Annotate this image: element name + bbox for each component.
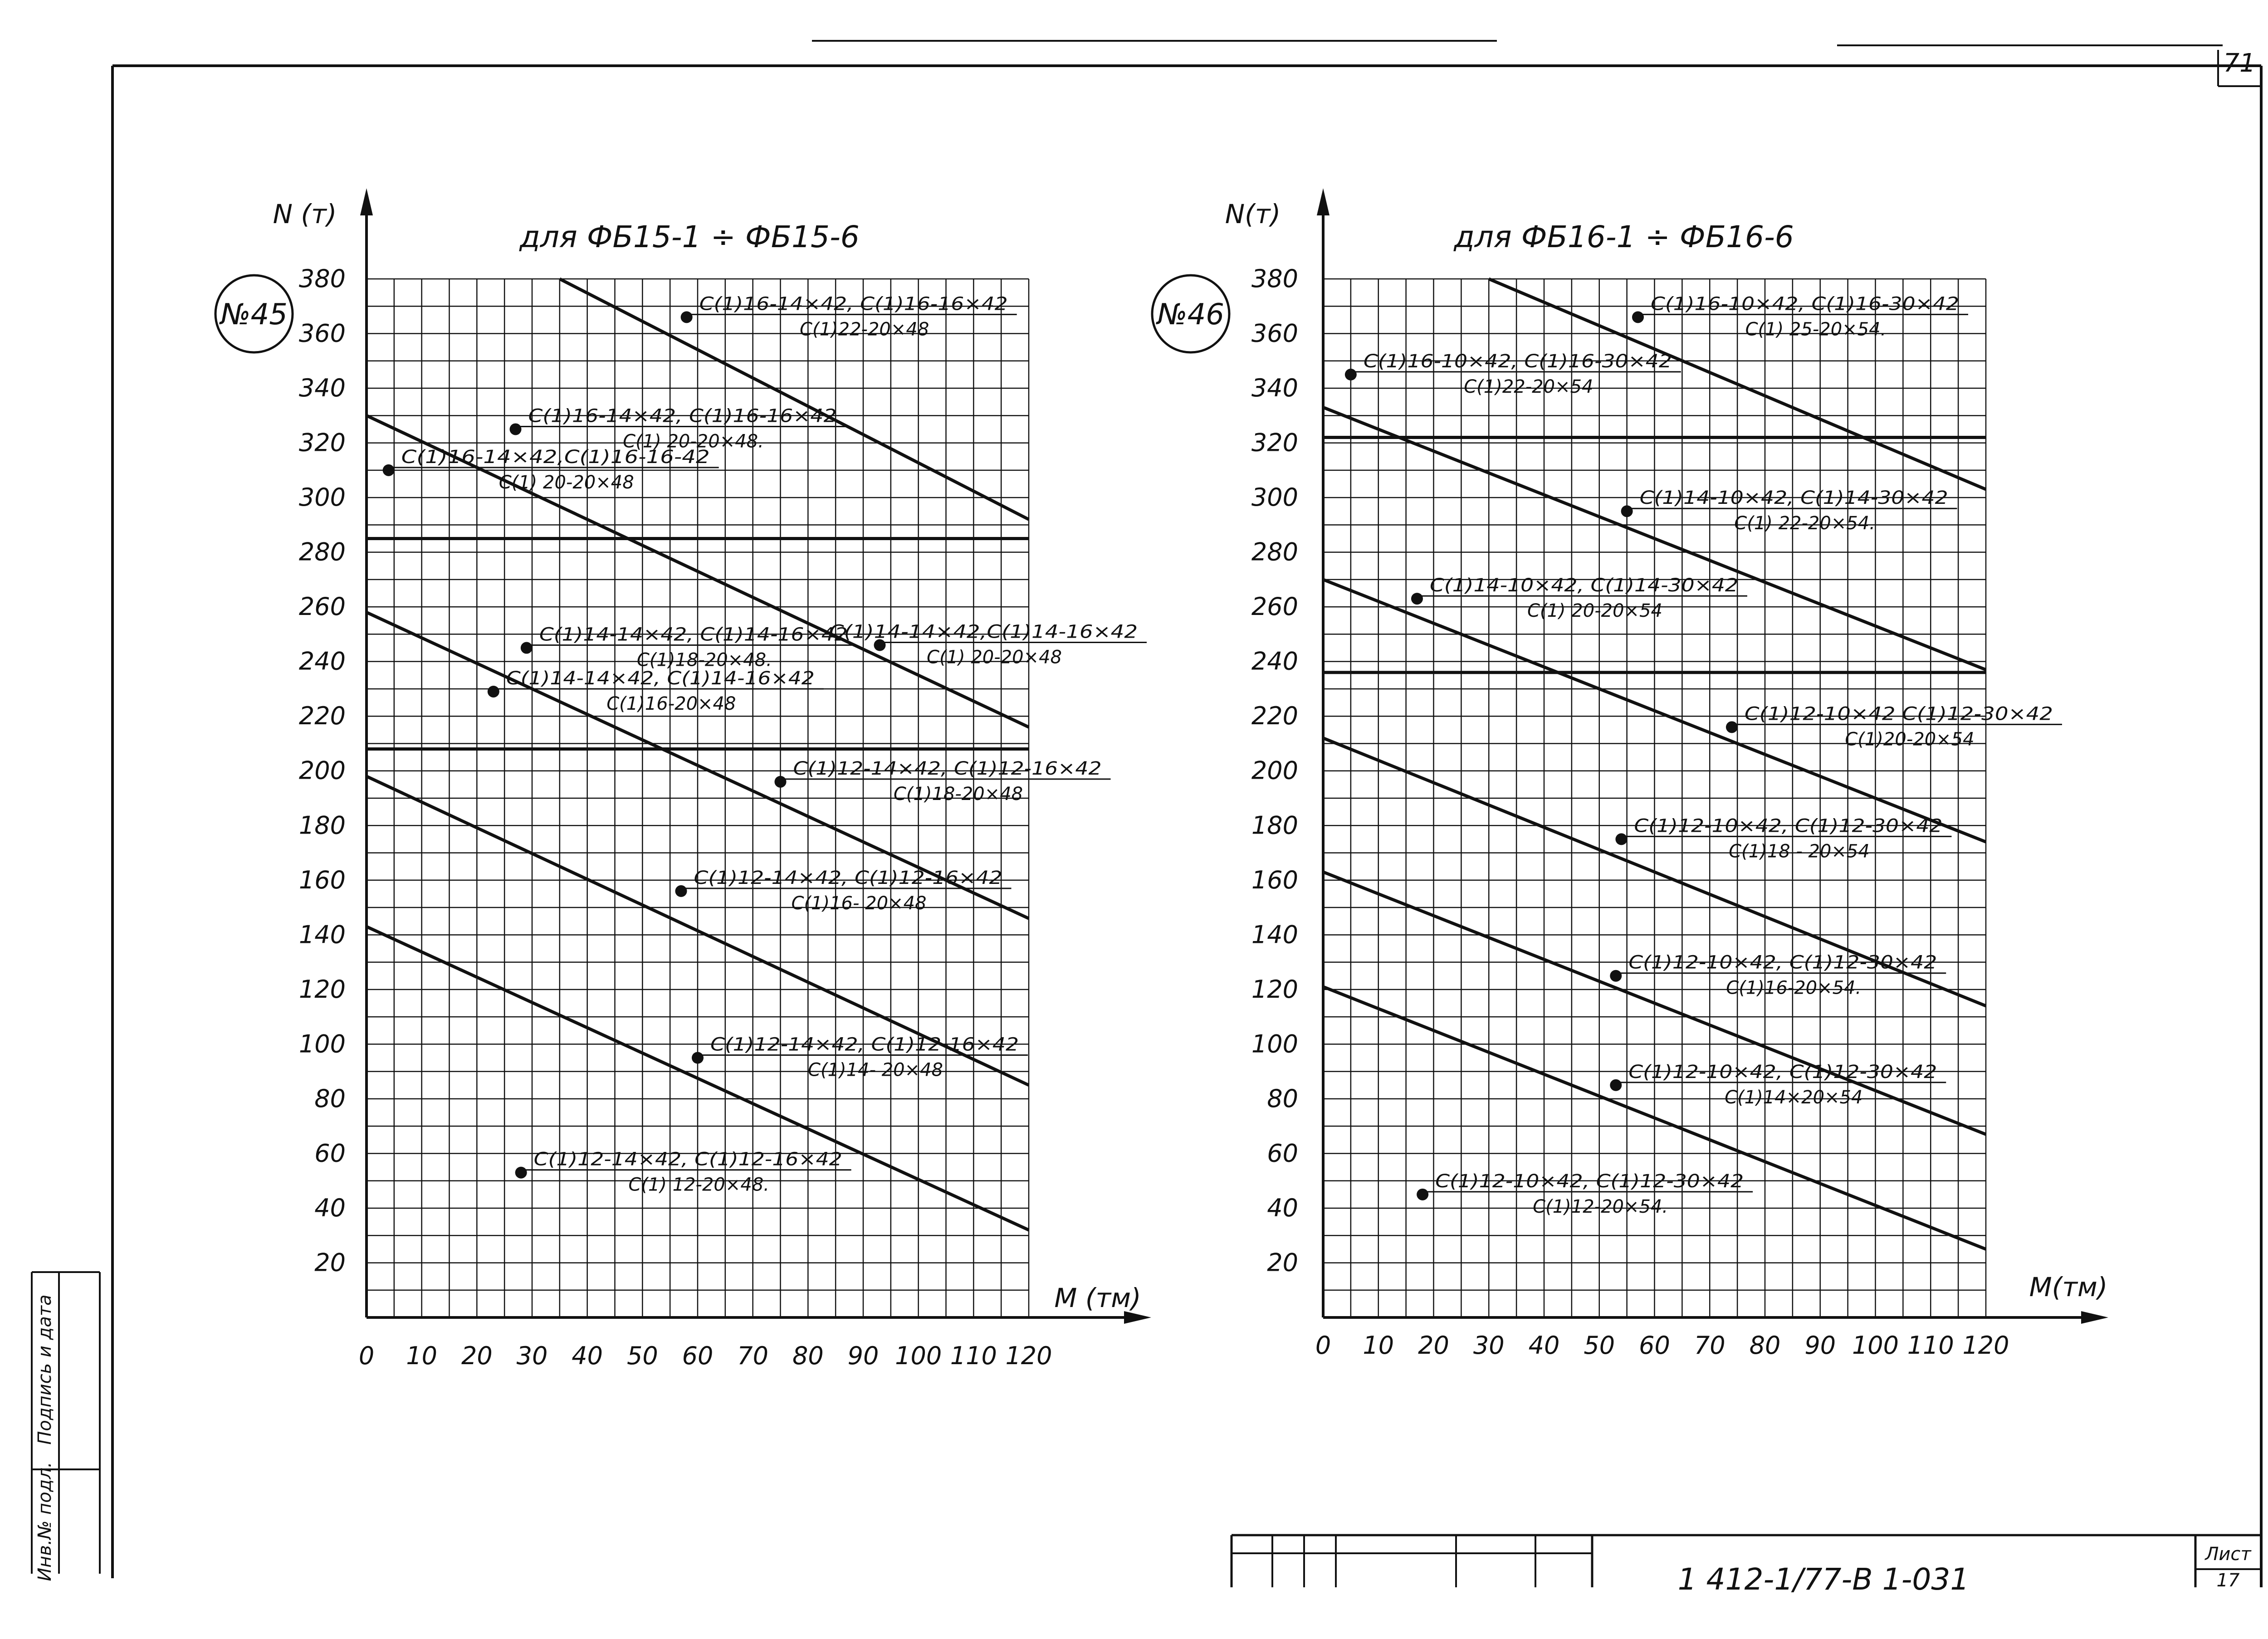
annotation-top: C(1)12-10×42, C(1)12-30×42 xyxy=(1435,1171,1744,1192)
y-tick-label: 60 xyxy=(314,1139,346,1168)
annotation-bottom: C(1) 20-20×48. xyxy=(623,431,764,452)
chart-46-ticks xyxy=(1251,264,2009,1360)
x-tick-label: 10 xyxy=(406,1341,438,1370)
annotation-top: C(1)16-14×42, C(1)16-16×42 xyxy=(699,293,1008,315)
y-tick-label: 260 xyxy=(1251,592,1298,621)
y-tick-label: 100 xyxy=(298,1029,346,1059)
y-tick-label: 260 xyxy=(298,592,346,621)
y-tick-label: 380 xyxy=(298,264,346,293)
y-axis-arrow xyxy=(1317,188,1330,215)
x-tick-label: 50 xyxy=(626,1341,658,1370)
y-tick-label: 320 xyxy=(298,428,346,457)
annotation-top: C(1)14-14×42, C(1)14-16×42 xyxy=(539,624,848,645)
x-tick-label: 90 xyxy=(1804,1331,1836,1360)
chart-46-badge: №46 xyxy=(1157,298,1224,332)
x-tick-label: 80 xyxy=(792,1341,824,1370)
x-tick-label: 110 xyxy=(950,1341,997,1370)
x-tick-label: 40 xyxy=(572,1341,603,1370)
x-tick-label: 100 xyxy=(895,1341,942,1370)
x-tick-label: 20 xyxy=(461,1341,493,1370)
annotation-top: C(1)12-10×42 C(1)12-30×42 xyxy=(1744,703,2053,725)
chart-45-x-label: M (тм) xyxy=(1054,1283,1141,1313)
y-tick-label: 40 xyxy=(314,1193,346,1222)
x-tick-label: 50 xyxy=(1584,1331,1615,1360)
y-tick-label: 140 xyxy=(1251,920,1298,949)
x-tick-label: 60 xyxy=(1639,1331,1670,1360)
annotation-bottom: C(1)18-20×48 xyxy=(893,783,1023,805)
y-tick-label: 240 xyxy=(298,647,346,676)
annotation-top: C(1)16-10×42, C(1)16-30×42 xyxy=(1363,351,1672,372)
chart-45-y-label: N (т) xyxy=(273,199,337,229)
x-tick-label: 0 xyxy=(358,1341,375,1370)
annotation-bottom: C(1) 22-20×54. xyxy=(1734,513,1875,534)
y-tick-label: 60 xyxy=(1267,1139,1298,1168)
y-tick-label: 220 xyxy=(1251,702,1298,731)
y-tick-label: 300 xyxy=(1251,483,1298,512)
annotation-top: C(1)12-14×42, C(1)12-16×42 xyxy=(793,758,1102,779)
chart-45-badge: №45 xyxy=(220,298,288,332)
annotation-top: C(1)12-10×42, C(1)12-30×42 xyxy=(1628,952,1937,973)
y-tick-label: 320 xyxy=(1251,428,1298,457)
x-tick-label: 120 xyxy=(1005,1341,1052,1370)
annotation-bottom: C(1)14- 20×48 xyxy=(808,1059,943,1081)
y-tick-label: 200 xyxy=(1251,756,1298,785)
chart-46-title: для ФБ16-1 ÷ ФБ16-6 xyxy=(1454,220,1794,254)
x-tick-label: 70 xyxy=(737,1341,769,1370)
annotation-top: C(1)14-10×42, C(1)14-30×42 xyxy=(1639,488,1948,509)
data-point xyxy=(488,686,499,698)
y-tick-label: 180 xyxy=(1251,811,1298,840)
data-point xyxy=(1411,593,1423,605)
y-tick-label: 20 xyxy=(1267,1248,1298,1277)
data-point xyxy=(681,311,693,323)
annotation-top: C(1)12-14×42, C(1)12-16×42 xyxy=(694,867,1002,888)
annotation-top: C(1)12-14×42, C(1)12-16×42 xyxy=(533,1149,842,1170)
data-point xyxy=(1610,970,1622,982)
annotation-bottom: C(1) 12-20×48. xyxy=(628,1174,770,1195)
annotation-top: C(1)12-10×42, C(1)12-30×42 xyxy=(1628,1061,1937,1083)
list-number: 17 xyxy=(2216,1570,2240,1591)
y-tick-label: 120 xyxy=(1251,975,1298,1004)
annotation-bottom: C(1)16- 20×48 xyxy=(791,893,927,914)
chart-46-y-label: N(т) xyxy=(1225,199,1281,229)
x-tick-label: 90 xyxy=(847,1341,879,1370)
annotation-bottom: C(1) 20-20×48 xyxy=(927,647,1062,668)
annotation-bottom: C(1)18-20×48. xyxy=(636,649,772,671)
annotation-top: C(1)12-10×42, C(1)12-30×42 xyxy=(1634,815,1943,837)
x-tick-label: 110 xyxy=(1907,1331,1954,1360)
x-tick-label: 100 xyxy=(1852,1331,1899,1360)
annotation-top: C(1)16-10×42, C(1)16-30×42 xyxy=(1650,293,1959,315)
annotation-top: C(1)14-14×42,C(1)14-16×42 xyxy=(829,621,1138,643)
annotation-top: C(1)16-14×42, C(1)16-16×42 xyxy=(528,405,837,427)
data-point xyxy=(1632,311,1644,323)
x-tick-label: 60 xyxy=(682,1341,714,1370)
data-point xyxy=(1417,1189,1428,1200)
chart-46 xyxy=(1152,188,2108,1360)
y-tick-label: 180 xyxy=(298,811,346,840)
data-point xyxy=(383,464,395,476)
y-axis-arrow xyxy=(360,188,373,215)
y-tick-label: 160 xyxy=(1251,865,1298,894)
y-tick-label: 160 xyxy=(298,865,346,894)
y-tick-label: 120 xyxy=(298,975,346,1004)
chart-45-title: для ФБ15-1 ÷ ФБ15-6 xyxy=(519,220,860,254)
y-tick-label: 80 xyxy=(314,1084,346,1113)
y-tick-label: 340 xyxy=(1251,374,1298,403)
data-point xyxy=(1610,1079,1622,1091)
chart-45-points xyxy=(383,293,1147,1195)
y-tick-label: 360 xyxy=(298,319,346,348)
data-point xyxy=(775,776,787,788)
x-tick-label: 20 xyxy=(1418,1331,1449,1360)
data-point xyxy=(692,1052,704,1064)
document-code: 1 412-1/77-B 1-031 xyxy=(1677,1562,1970,1597)
y-tick-label: 200 xyxy=(298,756,346,785)
y-tick-label: 100 xyxy=(1251,1029,1298,1059)
x-axis-arrow xyxy=(2081,1311,2108,1324)
sheet-number: 71 xyxy=(2223,49,2256,78)
x-tick-label: 30 xyxy=(1473,1331,1505,1360)
side-stamp-inventory: Инв.№ подл. xyxy=(34,1462,55,1581)
y-tick-label: 280 xyxy=(1251,537,1298,566)
annotation-top: C(1)14-14×42, C(1)14-16×42 xyxy=(506,668,815,689)
data-point xyxy=(1345,369,1357,380)
data-point xyxy=(521,642,533,654)
y-tick-label: 40 xyxy=(1267,1193,1298,1222)
data-point xyxy=(515,1167,527,1179)
data-point xyxy=(1726,721,1738,733)
x-tick-label: 0 xyxy=(1315,1331,1331,1360)
data-point xyxy=(510,423,522,435)
annotation-bottom: C(1)22-20×54 xyxy=(1464,376,1593,397)
y-tick-label: 240 xyxy=(1251,647,1298,676)
x-tick-label: 30 xyxy=(516,1341,548,1370)
annotation-top: C(1)12-14×42, C(1)12-16×42 xyxy=(710,1034,1019,1055)
annotation-bottom: C(1)12-20×54. xyxy=(1533,1196,1668,1217)
list-label: Лист xyxy=(2205,1544,2251,1565)
chart-46-grid xyxy=(1323,279,1986,1317)
annotation-bottom: C(1)18 - 20×54 xyxy=(1729,841,1870,862)
x-tick-label: 10 xyxy=(1363,1331,1394,1360)
x-tick-label: 40 xyxy=(1528,1331,1560,1360)
annotation-bottom: C(1)20-20×54 xyxy=(1845,729,1975,750)
annotation-bottom: C(1) 20-20×54 xyxy=(1527,600,1662,622)
data-point xyxy=(1615,833,1627,845)
y-tick-label: 20 xyxy=(314,1248,346,1277)
annotation-bottom: C(1) 25-20×54. xyxy=(1745,319,1887,340)
annotation-bottom: C(1) 20-20×48 xyxy=(499,472,634,493)
data-point xyxy=(675,885,687,897)
x-tick-label: 120 xyxy=(1962,1331,2009,1360)
y-tick-label: 280 xyxy=(298,537,346,566)
y-tick-label: 300 xyxy=(298,483,346,512)
x-tick-label: 70 xyxy=(1694,1331,1725,1360)
annotation-top: C(1)16-14×42,C(1)16-16-42 xyxy=(401,446,710,468)
chart-45-ticks xyxy=(299,264,1052,1370)
annotation-bottom: C(1)14×20×54 xyxy=(1725,1087,1863,1108)
annotation-bottom: C(1)16-20×48 xyxy=(606,693,736,714)
data-point xyxy=(1621,505,1633,517)
x-tick-label: 80 xyxy=(1749,1331,1781,1360)
chart-46-points xyxy=(1345,293,2062,1217)
annotation-top: C(1)14-10×42, C(1)14-30×42 xyxy=(1429,575,1738,596)
y-tick-label: 340 xyxy=(298,374,346,403)
y-tick-label: 140 xyxy=(298,920,346,949)
chart-45 xyxy=(215,188,1151,1370)
annotation-bottom: C(1)22-20×48 xyxy=(800,319,929,340)
y-tick-label: 360 xyxy=(1251,319,1298,348)
side-stamp-signature: Подпись и дата xyxy=(34,1294,55,1445)
annotation-bottom: C(1)16-20×54. xyxy=(1726,977,1862,999)
y-tick-label: 80 xyxy=(1267,1084,1298,1113)
y-tick-label: 380 xyxy=(1251,264,1298,293)
y-tick-label: 220 xyxy=(298,702,346,731)
chart-46-x-label: M(тм) xyxy=(2029,1272,2108,1302)
